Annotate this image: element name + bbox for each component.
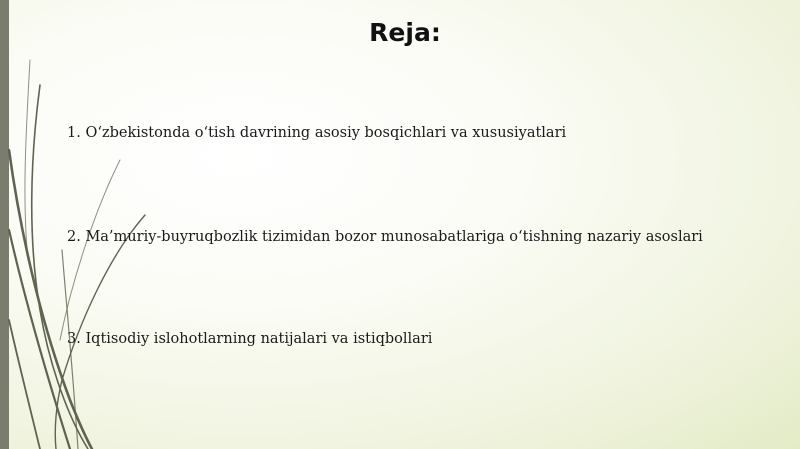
slide-title: Reja: [369,18,441,47]
plan-item-3: 3. Iqtisodiy islohotlarning natijalari va istiqbollari [67,331,433,347]
plan-item-1: 1. O‘zbekistonda o‘tish davrining asosiy bosqichlari va xususiyatlari [67,125,567,141]
plan-item-2: 2. Ma’muriy-buyruqbozlik tizimidan bozor munosabatlariga o‘tishning nazariy asoslari [67,229,703,245]
